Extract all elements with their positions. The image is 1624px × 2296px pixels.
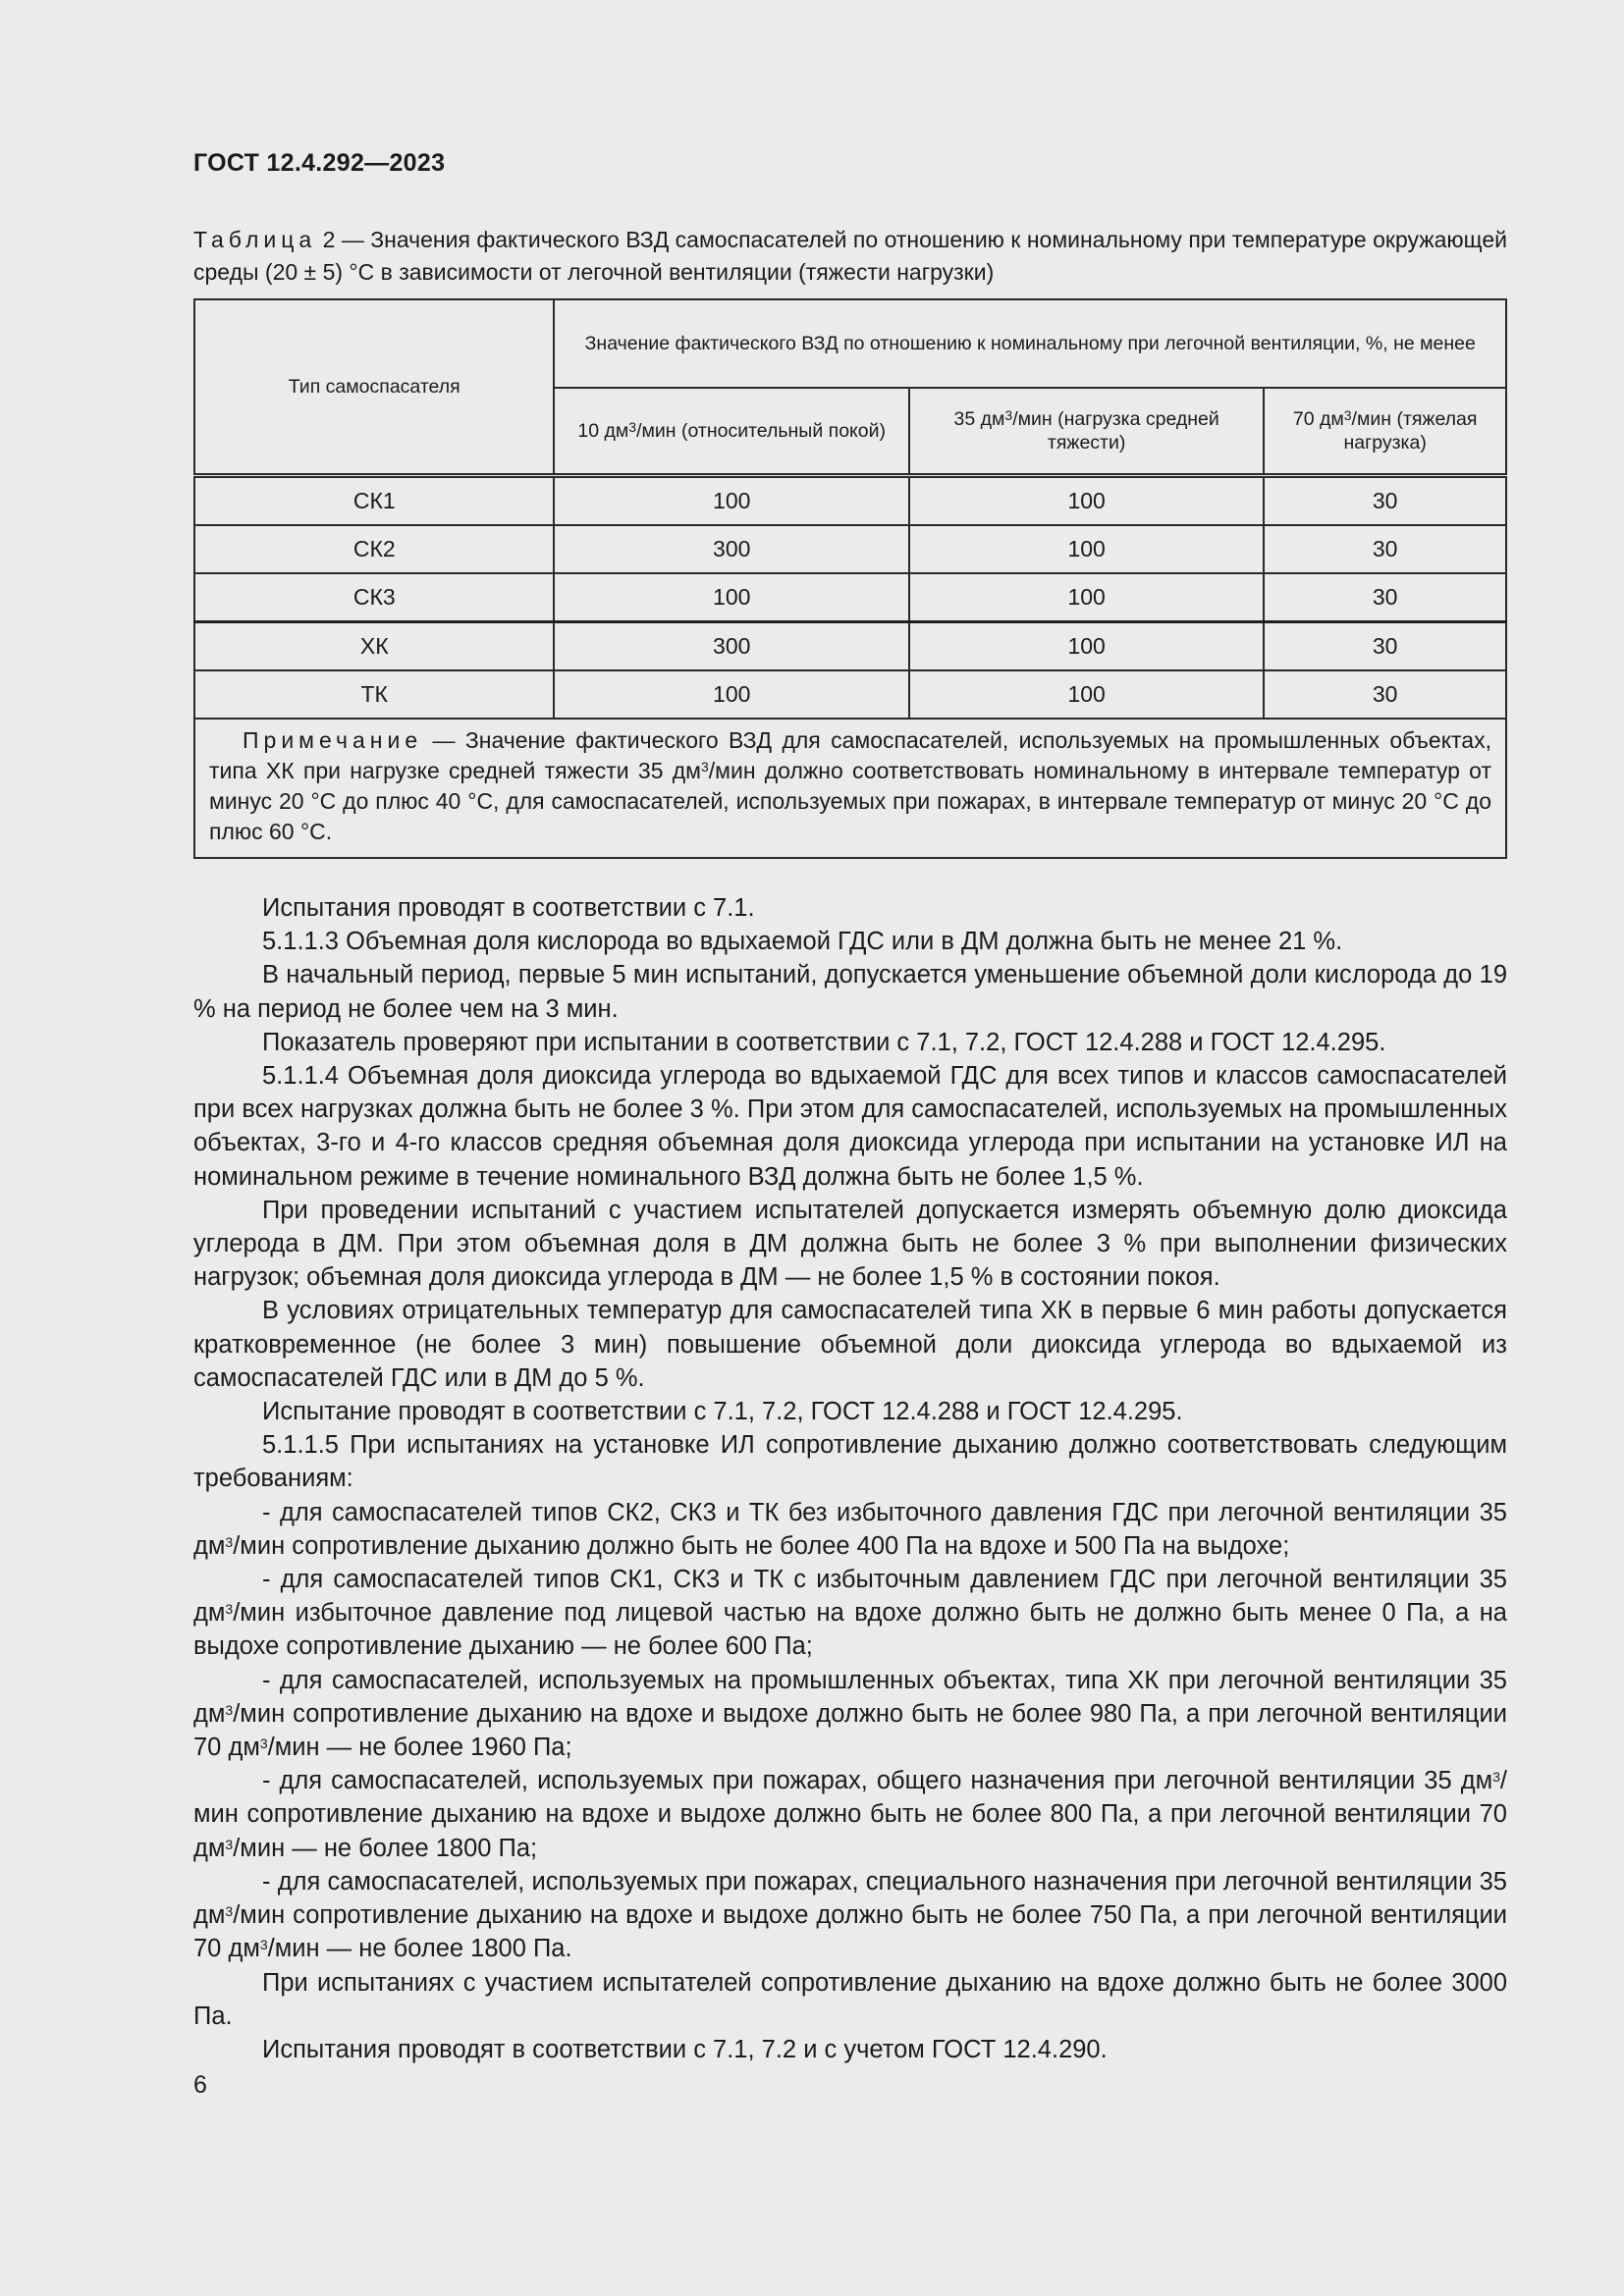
- cell-v3: 30: [1264, 622, 1506, 671]
- cell-v1: 100: [554, 670, 909, 719]
- table-caption-text: 2 — Значения фактического ВЗД самоспасателей по отношению к номинальному при температуре окружающей среды (20 ± 5) °С в зависимости от легочной вентиляции (тяжести нагрузки): [193, 227, 1507, 285]
- header-group: Значение фактического ВЗД по отношению к номинальному при легочной вентиляции, %, не менее: [554, 299, 1506, 388]
- header-col-70: 70 $дм^3$/мин (тяжелая нагрузка): [1264, 388, 1506, 476]
- cell-v2: 100: [909, 670, 1264, 719]
- cell-v2: 100: [909, 573, 1264, 622]
- cell-type: ТК: [194, 670, 554, 719]
- cell-v3: 30: [1264, 476, 1506, 526]
- header-col-35: 35 $дм^3$/мин (нагрузка средней тяжести): [909, 388, 1264, 476]
- paragraph: При испытаниях с участием испытателей сопротивление дыханию на вдохе должно быть не более 3000 Па.: [193, 1968, 1507, 2030]
- cell-v3: 30: [1264, 670, 1506, 719]
- cell-v2: 100: [909, 525, 1264, 573]
- body-text: [193, 891, 1507, 2066]
- cell-v1: 100: [554, 476, 909, 526]
- cell-type: СК2: [194, 525, 554, 573]
- table-caption: [193, 224, 1507, 289]
- list-item: - для самоспасателей, используемых на промышленных объектах, типа ХК при легочной вентиляции 35 $дм^3$/мин сопротивление дыханию на вдохе и выдохе должно быть не более 980 Па, а при легочной вентиляции 70 $дм^3$/мин — не более 1960 Па;: [193, 1666, 1507, 1762]
- cell-v2: 100: [909, 476, 1264, 526]
- table-row: [194, 622, 1506, 671]
- paragraph: Показатель проверяют при испытании в соответствии с 7.1, 7.2, ГОСТ 12.4.288 и ГОСТ 12.4.295.: [262, 1028, 1386, 1056]
- table-row: [194, 670, 1506, 719]
- cell-v1: 300: [554, 525, 909, 573]
- table-row: [194, 525, 1506, 573]
- list-item: - для самоспасателей, используемых при пожарах, специального назначения при легочной вентиляции 35 $дм^3$/мин сопротивление дыханию на вдохе и выдохе должно быть не более 750 Па, а при легочной вентиляции 70 $дм^3$/мин — не более 1800 Па.: [193, 1867, 1507, 1963]
- cell-type: СК3: [194, 573, 554, 622]
- cell-v1: 100: [554, 573, 909, 622]
- paragraph: 5.1.1.4 Объемная доля диоксида углерода во вдыхаемой ГДС для всех типов и классов самоспасателей при всех нагрузках должна быть не более 3 %. При этом для самоспасателей, используемых на промышленных объектах, 3-го и 4-го классов средняя объемная доля диоксида углерода при испытании на установке ИЛ на номинальном режиме в течение номинального ВЗД должна быть не более 1,5 %.: [193, 1062, 1507, 1191]
- cell-v3: 30: [1264, 573, 1506, 622]
- paragraph: Испытания проводят в соответствии с 7.1.: [262, 894, 755, 922]
- paragraph: В условиях отрицательных температур для самоспасателей типа ХК в первые 6 мин работы допускается кратковременное (не более 3 мин) повышение объемной доли диоксида углерода во вдыхаемой из самоспасателей ГДС или в ДМ до 5 %.: [193, 1297, 1507, 1392]
- table-row: [194, 573, 1506, 622]
- list-item: - для самоспасателей типов СК1, СК3 и ТК с избыточным давлением ГДС при легочной вентиляции 35 $дм^3$/мин избыточное давление под лицевой частью на вдохе должно быть не должно быть менее 0 Па, а на выдохе сопротивление дыханию — не более 600 Па;: [193, 1566, 1507, 1661]
- page-number: 6: [193, 2071, 207, 2099]
- cell-v1: 300: [554, 622, 909, 671]
- list-item: - для самоспасателей типов СК2, СК3 и ТК без избыточного давления ГДС при легочной вентиляции 35 $дм^3$/мин сопротивление дыханию должно быть не более 400 Па на вдохе и 500 Па на выдохе;: [193, 1498, 1507, 1560]
- paragraph: В начальный период, первые 5 мин испытаний, допускается уменьшение объемной доли кислорода до 19 % на период не более чем на 3 мин.: [193, 961, 1507, 1023]
- cell-type: СК1: [194, 476, 554, 526]
- table-row: [194, 476, 1506, 526]
- cell-v3: 30: [1264, 525, 1506, 573]
- cell-v2: 100: [909, 622, 1264, 671]
- paragraph: Испытания проводят в соответствии с 7.1, 7.2 и с учетом ГОСТ 12.4.290.: [262, 2035, 1108, 2063]
- list-item: - для самоспасателей, используемых при пожарах, общего назначения при легочной вентиляции 35 $дм^3$/мин сопротивление дыханию на вдохе и выдохе должно быть не более 800 Па, а при легочной вентиляции 70 $дм^3$/мин — не более 1800 Па;: [193, 1767, 1507, 1862]
- cell-type: ХК: [194, 622, 554, 671]
- values-table: [193, 298, 1507, 859]
- table-note: Примечание — Значение фактического ВЗД для самоспасателей, используемых на промышленных объектах, типа ХК при нагрузке средней тяжести 35 $дм^3$/мин должно соответствовать номинальному в интервале температур от минус 20 °С до плюс 40 °С, для самоспасателей, используемых при пожарах, в интервале температур от минус 20 °С до плюс 60 °С.: [194, 719, 1506, 858]
- paragraph: 5.1.1.5 При испытаниях на установке ИЛ сопротивление дыханию должно соответствовать следующим требованиям:: [193, 1431, 1507, 1493]
- table-caption-label: Таблица: [193, 227, 317, 252]
- document-header: ГОСТ 12.4.292—2023: [193, 149, 446, 177]
- header-type: Тип самоспасателя: [194, 299, 554, 476]
- note-label: Примечание: [243, 727, 423, 753]
- paragraph: Испытание проводят в соответствии с 7.1, 7.2, ГОСТ 12.4.288 и ГОСТ 12.4.295.: [262, 1398, 1183, 1426]
- paragraph: При проведении испытаний с участием испытателей допускается измерять объемную долю диоксида углерода в ДМ. При этом объемная доля в ДМ должна быть не более 3 % при выполнении физических нагрузок; объемная доля диоксида углерода в ДМ — не более 1,5 % в состоянии покоя.: [193, 1196, 1507, 1292]
- header-col-10: 10 $дм^3$/мин (относительный покой): [554, 388, 909, 476]
- paragraph: 5.1.1.3 Объемная доля кислорода во вдыхаемой ГДС или в ДМ должна быть не менее 21 %.: [262, 928, 1343, 956]
